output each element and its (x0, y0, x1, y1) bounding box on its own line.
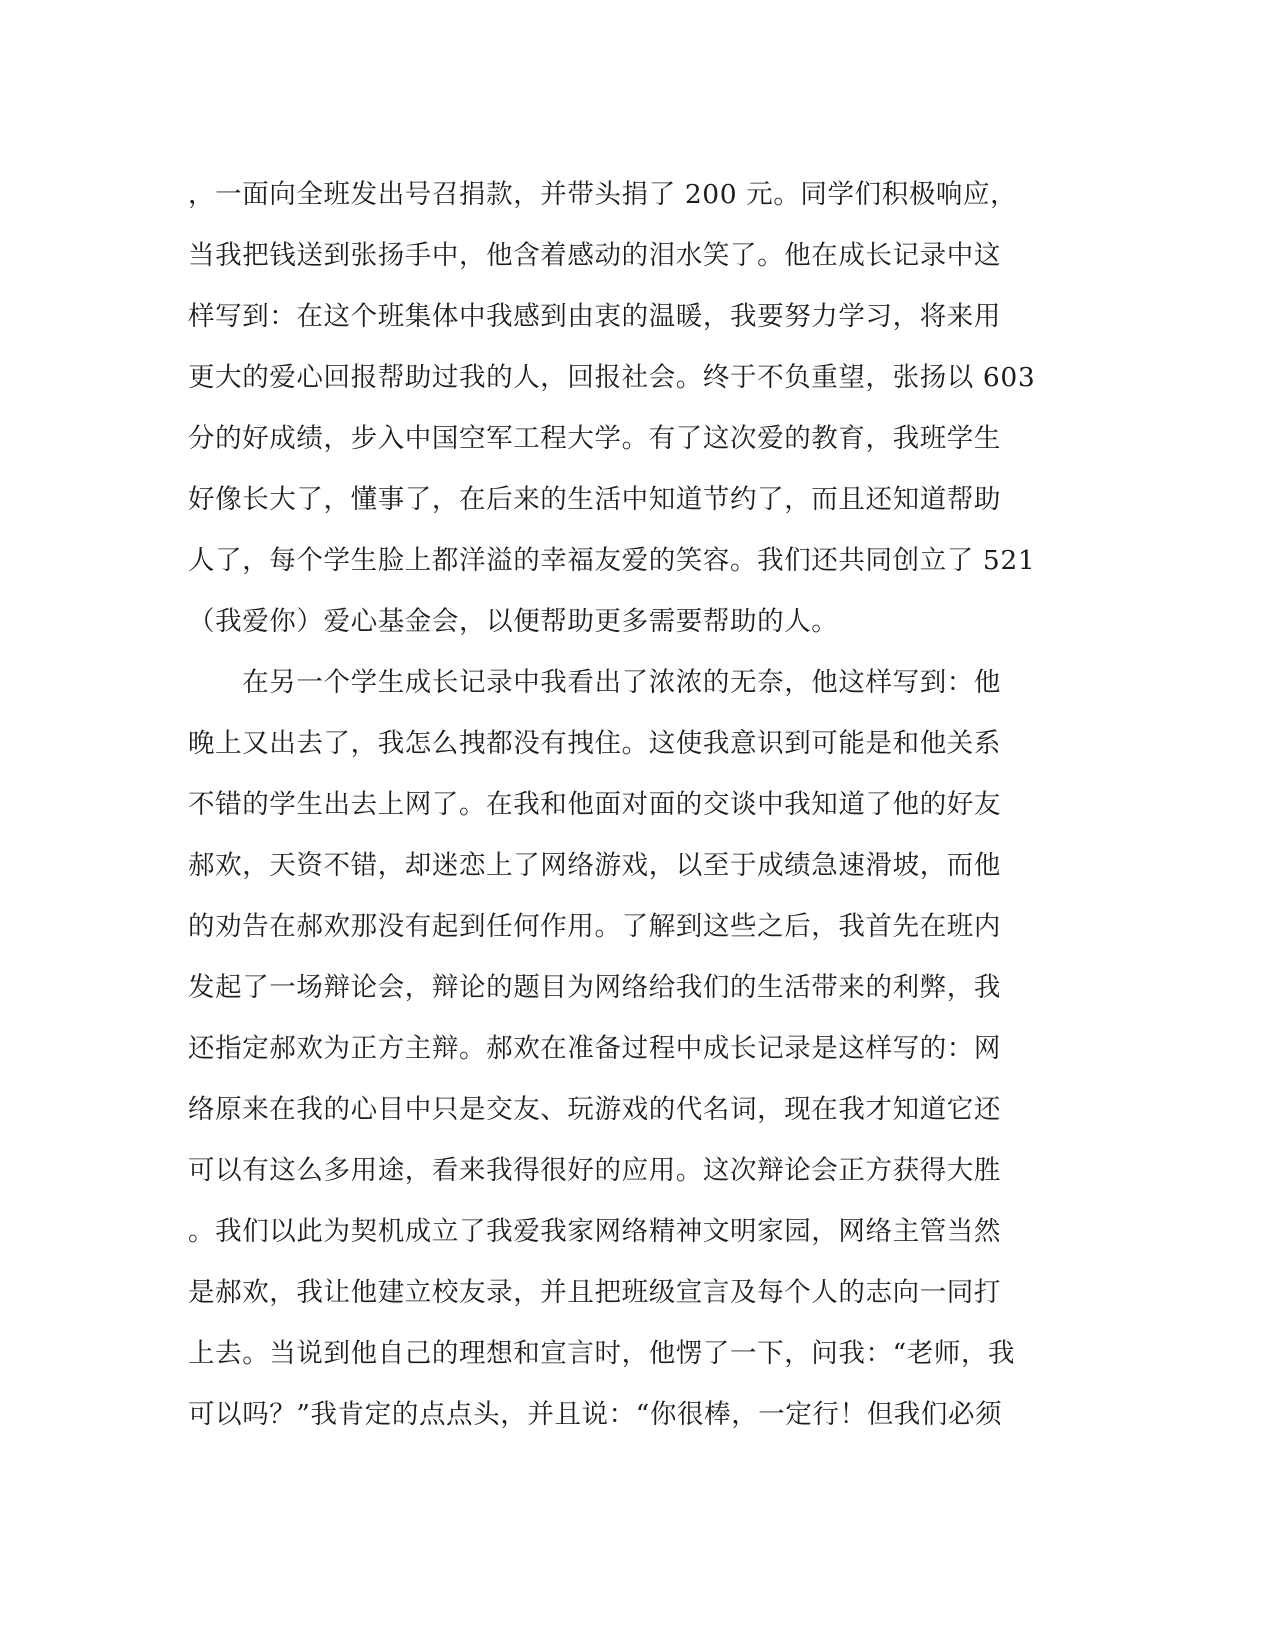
text-line: 络原来在我的心目中只是交友、玩游戏的代名词，现在我才知道它还 (188, 1094, 1001, 1125)
text-line: 人了，每个学生脸上都洋溢的幸福友爱的笑容。我们还共同创立了 521 (188, 545, 1036, 576)
text-line: 可以有这么多用途，看来我得很好的应用。这次辩论会正方获得大胜 (188, 1155, 1001, 1186)
text-line: 发起了一场辩论会，辩论的题目为网络给我们的生活带来的利弊，我 (188, 972, 1001, 1003)
text-line: （我爱你）爱心基金会，以便帮助更多需要帮助的人。 (188, 606, 839, 637)
text-line: 好像长大了，懂事了，在后来的生活中知道节约了，而且还知道帮助 (188, 484, 1001, 515)
text-line: 当我把钱送到张扬手中，他含着感动的泪水笑了。他在成长记录中这 (188, 240, 1001, 271)
text-line: 是郝欢，我让他建立校友录，并且把班级宣言及每个人的志向一同打 (188, 1277, 1001, 1308)
text-line: 郝欢，天资不错，却迷恋上了网络游戏，以至于成绩急速滑坡，而他 (188, 850, 1001, 881)
text-line: ，一面向全班发出号召捐款，并带头捐了 200 元。同学们积极响应， (188, 179, 1018, 210)
text-line: 的劝告在郝欢那没有起到任何作用。了解到这些之后，我首先在班内 (188, 911, 1001, 942)
text-line: 在另一个学生成长记录中我看出了浓浓的无奈，他这样写到：他 (188, 667, 1001, 698)
text-line: 晚上又出去了，我怎么拽都没有拽住。这使我意识到可能是和他关系 (188, 728, 1001, 759)
text-line: 更大的爱心回报帮助过我的人，回报社会。终于不负重望，张扬以 603 (188, 362, 1036, 393)
text-line: 可以吗？”我肯定的点点头，并且说：“你很棒，一定行！但我们必须 (188, 1399, 1003, 1430)
text-line: 不错的学生出去上网了。在我和他面对面的交谈中我知道了他的好友 (188, 789, 1001, 820)
text-line: 。我们以此为契机成立了我爱我家网络精神文明家园，网络主管当然 (188, 1216, 1001, 1247)
text-line: 分的好成绩，步入中国空军工程大学。有了这次爱的教育，我班学生 (188, 423, 1001, 454)
text-line: 上去。当说到他自己的理想和宣言时，他愣了一下，问我：“老师，我 (188, 1338, 1016, 1369)
body-text (188, 164, 1088, 1445)
text-line: 样写到：在这个班集体中我感到由衷的温暖，我要努力学习，将来用 (188, 301, 1001, 332)
text-line: 还指定郝欢为正方主辩。郝欢在准备过程中成长记录是这样写的：网 (188, 1033, 1001, 1064)
